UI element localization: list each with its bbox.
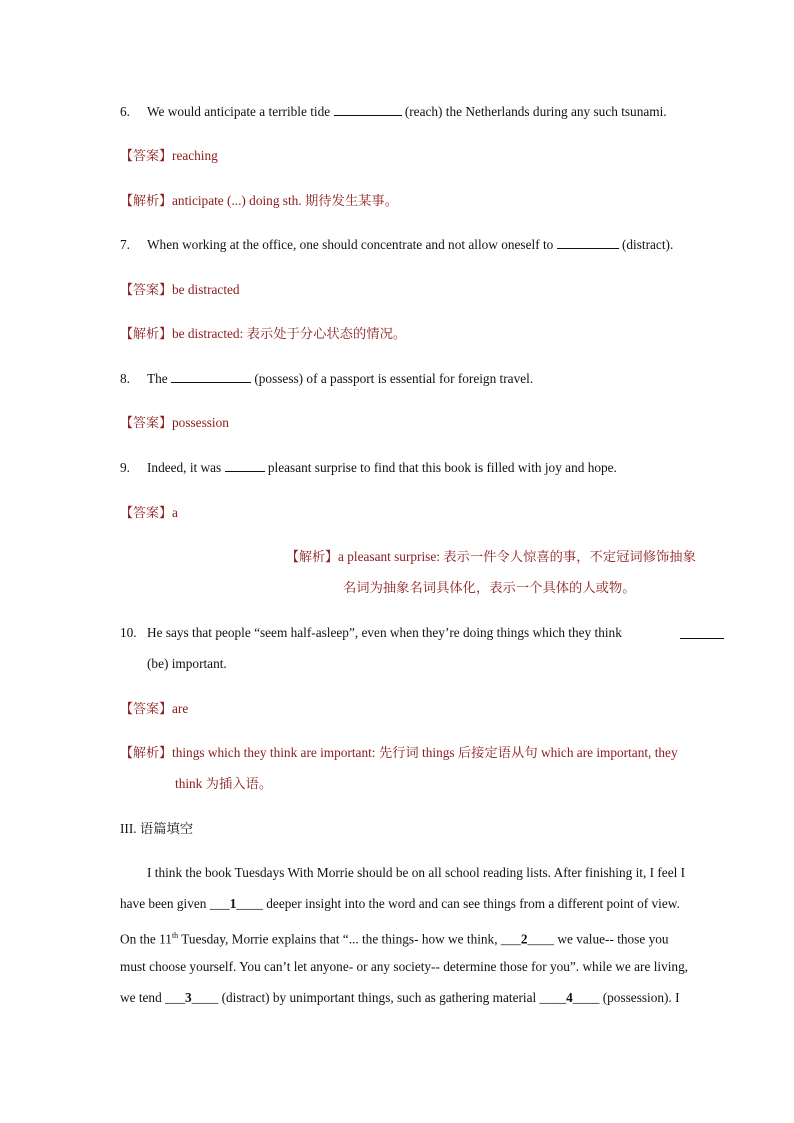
passage-line-4 bbox=[120, 957, 688, 977]
passage-blank-3[interactable]: ___3____ bbox=[165, 990, 219, 1005]
question-text: When working at the office, one should concentrate and not allow oneself to bbox=[147, 237, 554, 252]
passage-text: Tuesday, Morrie explains that “... the things- how we think, bbox=[181, 931, 498, 947]
explanation-text: 名词为抽象名词具体化，表示一个具体的人或物。 bbox=[343, 580, 636, 595]
explanation-tag: 【解析】 bbox=[120, 194, 173, 209]
passage-line-3 bbox=[120, 926, 669, 949]
explanation-text: be distracted: 表示处于分心状态的情况。 bbox=[172, 326, 407, 341]
question-text: Indeed, it was bbox=[147, 460, 222, 475]
question-number: 7. bbox=[120, 237, 130, 252]
explanation-text: think 为插入语。 bbox=[175, 776, 273, 791]
question-10 bbox=[120, 623, 724, 643]
question-10-continued bbox=[147, 654, 227, 674]
answer-tag: 【答案】 bbox=[120, 283, 173, 298]
explanation-7 bbox=[120, 324, 406, 345]
section-heading: III. 语篇填空 bbox=[120, 821, 194, 836]
explanation-9 bbox=[286, 547, 696, 568]
passage-text: we value-- those you bbox=[557, 931, 669, 947]
answer-6 bbox=[120, 146, 218, 167]
explanation-tag: 【解析】 bbox=[286, 550, 339, 565]
passage-blank-1[interactable]: ___1____ bbox=[209, 896, 263, 911]
passage-text: deeper insight into the word and can see things from a different point of view. bbox=[266, 896, 680, 911]
question-text: He says that people “seem half-asleep”, even when they’re doing things which they think bbox=[147, 625, 622, 640]
question-text: (reach) the Netherlands during any such tsunami. bbox=[404, 104, 667, 119]
answer-blank[interactable] bbox=[334, 103, 402, 116]
explanation-tag: 【解析】 bbox=[120, 327, 173, 342]
answer-text: reaching bbox=[172, 148, 218, 163]
answer-text: possession bbox=[172, 415, 229, 430]
answer-7 bbox=[120, 280, 240, 301]
question-7 bbox=[120, 235, 673, 255]
explanation-text: things which they think are important: 先行词 things 后接定语从句 which are important, they bbox=[172, 745, 678, 760]
passage-text: On the 11 bbox=[120, 931, 172, 947]
passage-line-1 bbox=[147, 863, 685, 883]
question-6 bbox=[120, 102, 667, 122]
answer-text: be distracted bbox=[172, 282, 240, 297]
answer-8 bbox=[120, 413, 229, 434]
explanation-6 bbox=[120, 191, 398, 212]
question-text: (be) important. bbox=[147, 656, 227, 671]
answer-tag: 【答案】 bbox=[120, 149, 173, 164]
question-text: (distract). bbox=[621, 237, 674, 252]
question-text: (possess) of a passport is essential for foreign travel. bbox=[254, 371, 534, 386]
question-text: The bbox=[147, 371, 168, 386]
passage-text: (possession). I bbox=[602, 990, 680, 1005]
answer-blank[interactable] bbox=[225, 459, 265, 472]
explanation-10-continued bbox=[175, 774, 272, 794]
answer-blank[interactable] bbox=[171, 370, 251, 383]
answer-blank[interactable] bbox=[680, 626, 724, 639]
passage-blank-2[interactable]: ___2____ bbox=[500, 931, 555, 947]
question-text: We would anticipate a terrible tide bbox=[147, 104, 331, 119]
explanation-10 bbox=[120, 743, 678, 764]
passage-text: must choose yourself. You can’t let anyone- or any society-- determine those for you”. while we are living, bbox=[120, 959, 689, 974]
question-text: pleasant surprise to find that this book is filled with joy and hope. bbox=[267, 460, 617, 475]
answer-9 bbox=[120, 503, 178, 524]
blank-number: 4 bbox=[566, 990, 573, 1005]
blank-number: 2 bbox=[520, 931, 528, 947]
answer-text: a bbox=[172, 505, 178, 520]
blank-number: 3 bbox=[185, 990, 192, 1005]
answer-tag: 【答案】 bbox=[120, 702, 173, 717]
question-9 bbox=[120, 458, 617, 478]
explanation-tag: 【解析】 bbox=[120, 746, 173, 761]
passage-line-2 bbox=[120, 894, 680, 914]
answer-tag: 【答案】 bbox=[120, 416, 173, 431]
answer-text: are bbox=[172, 701, 189, 716]
explanation-text: anticipate (...) doing sth. 期待发生某事。 bbox=[172, 193, 399, 208]
blank-number: 1 bbox=[229, 896, 237, 911]
section-title bbox=[120, 819, 193, 839]
question-number: 9. bbox=[120, 460, 130, 475]
passage-text: (distract) by unimportant things, such as gathering material bbox=[221, 990, 537, 1005]
question-number: 10. bbox=[120, 625, 137, 640]
question-8 bbox=[120, 369, 533, 389]
question-number: 8. bbox=[120, 371, 130, 386]
passage-text: have been given bbox=[120, 896, 207, 911]
passage-line-5 bbox=[120, 988, 680, 1008]
answer-tag: 【答案】 bbox=[120, 506, 173, 521]
superscript: th bbox=[171, 931, 179, 940]
answer-10 bbox=[120, 699, 188, 720]
explanation-text: a pleasant surprise: 表示一件令人惊喜的事，不定冠词修饰抽象 bbox=[338, 549, 696, 564]
passage-text: we tend bbox=[120, 990, 162, 1005]
passage-text: I think the book Tuesdays With Morrie should be on all school reading lists. After finishing it, I feel I bbox=[147, 865, 686, 880]
question-number: 6. bbox=[120, 104, 130, 119]
explanation-9-continued bbox=[343, 578, 636, 598]
passage-blank-4[interactable]: ____4____ bbox=[539, 990, 600, 1005]
answer-blank[interactable] bbox=[557, 236, 619, 249]
